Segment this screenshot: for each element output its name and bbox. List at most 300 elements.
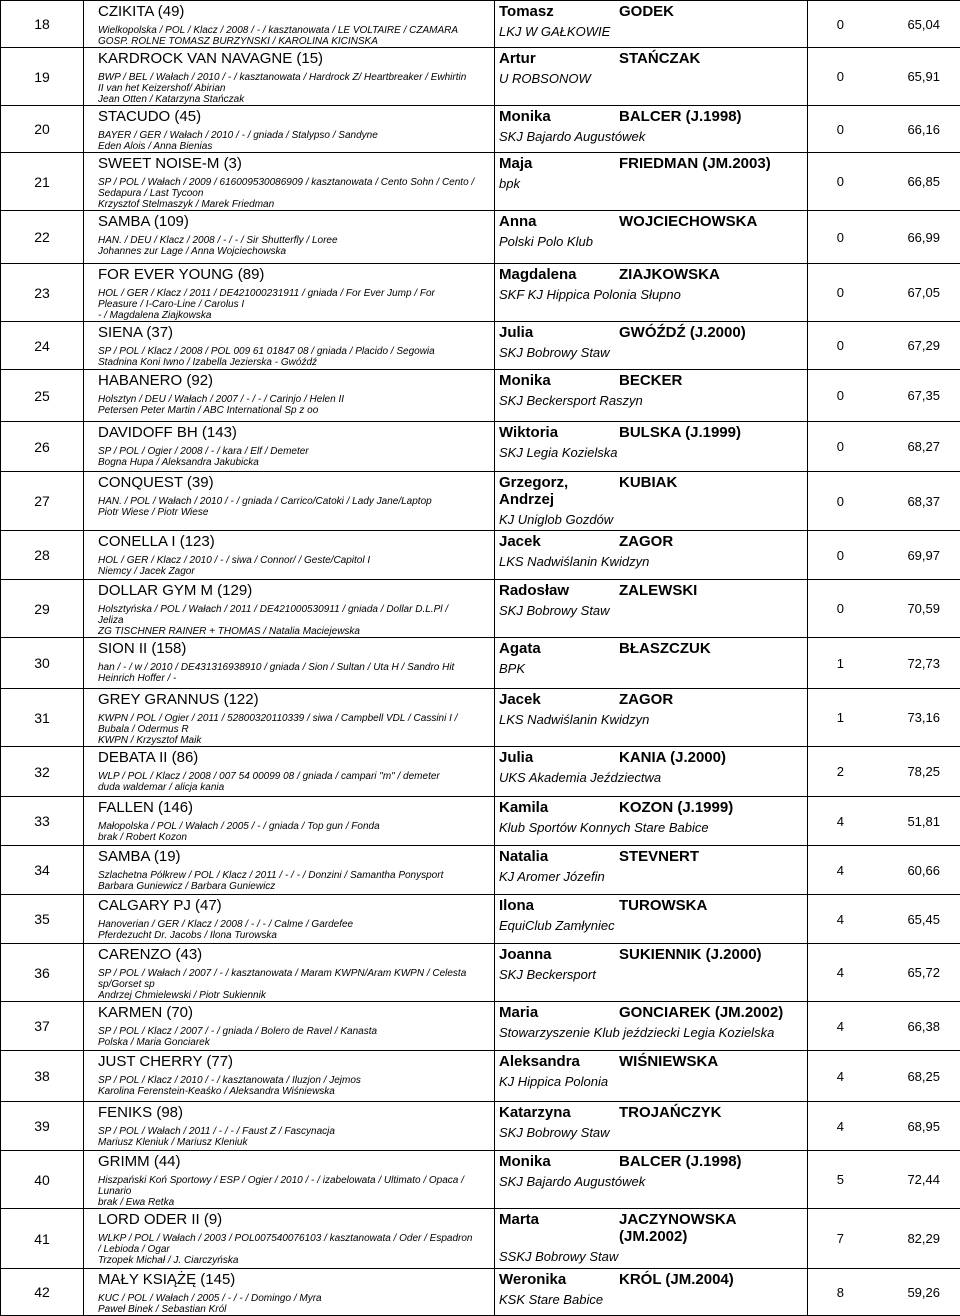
time-value: 68,95: [844, 1119, 940, 1134]
horse-info-line: Hanoverian / GER / Klacz / 2008 / - / - / Calme / Gardefee: [98, 919, 494, 930]
place-cell: [1, 747, 84, 797]
horse-info: [98, 604, 494, 637]
result-cell: [808, 153, 960, 211]
place-cell: [1, 211, 84, 264]
rider-first-name: Tomasz: [499, 3, 619, 20]
horse-info-line: Niemcy / Jacek Zagor: [98, 566, 494, 577]
horse-name: DOLLAR GYM M (129): [98, 582, 494, 600]
place-number: 27: [34, 493, 50, 509]
penalty-points: 4: [808, 912, 844, 927]
club-name: SKJ Bajardo Augustówek: [499, 129, 807, 145]
result-cell: [808, 1269, 960, 1316]
penalty-points: 0: [808, 494, 844, 509]
rider-last-name: ZAGOR: [619, 691, 807, 708]
horse-info-line: Bogna Hupa / Aleksandra Jakubicka: [98, 457, 494, 468]
horse-info: [98, 1026, 494, 1048]
result-row: [1, 895, 960, 944]
rider-first-name: Maria: [499, 1004, 619, 1021]
club-name: Polski Polo Klub: [499, 234, 807, 250]
result-row: [1, 322, 960, 370]
place-number: 35: [34, 911, 50, 927]
result-cell: [808, 211, 960, 264]
rider-cell: [495, 1269, 808, 1316]
place-cell: [1, 1209, 84, 1269]
rider-first-name: Artur: [499, 50, 619, 67]
rider-name: [499, 640, 807, 657]
rider-cell: [495, 638, 808, 689]
place-cell: [1, 531, 84, 580]
rider-name: [499, 1153, 807, 1170]
horse-info-line: Barbara Guniewicz / Barbara Guniewicz: [98, 881, 494, 892]
place-number: 33: [34, 813, 50, 829]
rider-last-name: KRÓL (JM.2004): [619, 1271, 807, 1288]
rider-cell: [495, 1151, 808, 1209]
result-cell: [808, 797, 960, 846]
place-cell: [1, 370, 84, 422]
rider-first-name: Magdalena: [499, 266, 619, 283]
horse-cell: [84, 797, 495, 846]
rider-last-name: BŁASZCZUK: [619, 640, 807, 657]
horse-info: [98, 1293, 494, 1315]
horse-info: [98, 25, 494, 47]
rider-name: [499, 1271, 807, 1288]
time-value: 66,38: [844, 1019, 940, 1034]
time-value: 65,45: [844, 912, 940, 927]
place-number: 19: [34, 69, 50, 85]
horse-info: [98, 496, 494, 518]
rider-last-name: WOJCIECHOWSKA: [619, 213, 807, 230]
club-name: KJ Uniglob Gozdów: [499, 512, 807, 528]
horse-name: JUST CHERRY (77): [98, 1053, 494, 1071]
club-name: bpk: [499, 176, 807, 192]
horse-cell: [84, 1269, 495, 1316]
rider-last-name: STAŃCZAK: [619, 50, 807, 67]
rider-first-name: Katarzyna: [499, 1104, 619, 1121]
rider-name: [499, 50, 807, 67]
rider-cell: [495, 1051, 808, 1102]
horse-info-line: BWP / BEL / Wałach / 2010 / - / kasztanowata / Hardrock Z/ Heartbreaker / Ewhirtin: [98, 72, 494, 83]
horse-cell: [84, 153, 495, 211]
horse-info: [98, 1075, 494, 1097]
time-value: 66,99: [844, 230, 940, 245]
horse-name: CALGARY PJ (47): [98, 897, 494, 915]
horse-info: [98, 288, 494, 321]
place-number: 22: [34, 229, 50, 245]
place-number: 25: [34, 388, 50, 404]
result-cell: [808, 1002, 960, 1051]
rider-name: [499, 108, 807, 125]
result-row: [1, 531, 960, 580]
place-number: 42: [34, 1284, 50, 1300]
rider-name: [499, 946, 807, 963]
horse-info-line: SP / POL / Klacz / 2007 / - / gniada / Bolero de Ravel / Kanasta: [98, 1026, 494, 1037]
horse-info-line: Pferdezucht Dr. Jacobs / Ilona Turowska: [98, 930, 494, 941]
horse-name: MAŁY KSIĄŻĘ (145): [98, 1271, 494, 1289]
horse-info-line: SP / POL / Ogier / 2008 / - / kara / Elf / Demeter: [98, 446, 494, 457]
rider-cell: [495, 370, 808, 422]
result-row: [1, 472, 960, 531]
rider-first-name: Weronika: [499, 1271, 619, 1288]
horse-info: [98, 870, 494, 892]
rider-cell: [495, 106, 808, 153]
result-cell: [808, 1151, 960, 1209]
horse-name: CONELLA I (123): [98, 533, 494, 551]
rider-last-name: GONCIAREK (JM.2002): [619, 1004, 807, 1021]
horse-name: SIENA (37): [98, 324, 494, 342]
place-cell: [1, 264, 84, 322]
rider-last-name: FRIEDMAN (JM.2003): [619, 155, 807, 172]
horse-name: CONQUEST (39): [98, 474, 494, 492]
penalty-points: 4: [808, 965, 844, 980]
horse-info: [98, 821, 494, 843]
horse-name: STACUDO (45): [98, 108, 494, 126]
time-value: 78,25: [844, 764, 940, 779]
result-row: [1, 1002, 960, 1051]
place-cell: [1, 846, 84, 895]
result-row: [1, 846, 960, 895]
horse-info-line: Jeliza: [98, 615, 494, 626]
result-cell: [808, 1102, 960, 1151]
place-number: 20: [34, 121, 50, 137]
rider-last-name: TUROWSKA: [619, 897, 807, 914]
time-value: 67,35: [844, 388, 940, 403]
rider-name: [499, 691, 807, 708]
horse-info-line: SP / POL / Wałach / 2011 / - / - / Faust Z / Fascynacja: [98, 1126, 494, 1137]
result-cell: [808, 846, 960, 895]
rider-name: [499, 1211, 807, 1245]
horse-info-line: Polska / Maria Gonciarek: [98, 1037, 494, 1048]
place-number: 40: [34, 1172, 50, 1188]
rider-cell: [495, 1, 808, 48]
rider-first-name: Julia: [499, 749, 619, 766]
horse-cell: [84, 472, 495, 531]
horse-info: [98, 130, 494, 152]
horse-name: SAMBA (19): [98, 848, 494, 866]
horse-info-line: Heinrich Hoffer / -: [98, 673, 494, 684]
result-cell: [808, 944, 960, 1002]
club-name: SKJ Bobrowy Staw: [499, 603, 807, 619]
result-row: [1, 106, 960, 153]
club-name: UKS Akademia Jeździectwa: [499, 770, 807, 786]
horse-name: FOR EVER YOUNG (89): [98, 266, 494, 284]
club-name: BPK: [499, 661, 807, 677]
rider-first-name: Wiktoria: [499, 424, 619, 441]
place-cell: [1, 153, 84, 211]
club-name: SKJ Bobrowy Staw: [499, 345, 807, 361]
horse-info: [98, 72, 494, 105]
time-value: 66,16: [844, 122, 940, 137]
horse-info-line: Szlachetna Półkrew / POL / Klacz / 2011 / - / - / Donzini / Samantha Ponysport: [98, 870, 494, 881]
result-cell: [808, 264, 960, 322]
place-number: 34: [34, 862, 50, 878]
horse-cell: [84, 1002, 495, 1051]
result-row: [1, 1102, 960, 1151]
result-cell: [808, 1209, 960, 1269]
horse-info: [98, 555, 494, 577]
penalty-points: 4: [808, 1019, 844, 1034]
place-cell: [1, 106, 84, 153]
horse-info-line: HOL / GER / Klacz / 2011 / DE421000231911 / gniada / For Ever Jump / For: [98, 288, 494, 299]
rider-last-name: BALCER (J.1998): [619, 1153, 807, 1170]
horse-info-line: Hiszpański Koń Sportowy / ESP / Ogier / 2010 / - / izabelowata / Ultimato / Opaca /: [98, 1175, 494, 1186]
rider-name: [499, 266, 807, 283]
rider-cell: [495, 1102, 808, 1151]
place-cell: [1, 689, 84, 747]
club-name: SKJ Beckersport: [499, 967, 807, 983]
horse-info-line: Krzysztof Stelmaszyk / Marek Friedman: [98, 199, 494, 210]
rider-first-name: Joanna: [499, 946, 619, 963]
horse-cell: [84, 48, 495, 106]
place-number: 41: [34, 1231, 50, 1247]
place-number: 32: [34, 764, 50, 780]
place-number: 31: [34, 710, 50, 726]
penalty-points: 1: [808, 656, 844, 671]
club-name: U ROBSONOW: [499, 71, 807, 87]
result-cell: [808, 370, 960, 422]
rider-name: [499, 155, 807, 172]
horse-name: SAMBA (109): [98, 213, 494, 231]
horse-info: [98, 235, 494, 257]
rider-name: [499, 533, 807, 550]
rider-name: [499, 3, 807, 20]
rider-last-name: SUKIENNIK (J.2000): [619, 946, 807, 963]
place-cell: [1, 48, 84, 106]
horse-info-line: BAYER / GER / Wałach / 2010 / - / gniada / Stalypso / Sandyne: [98, 130, 494, 141]
horse-info: [98, 771, 494, 793]
result-row: [1, 797, 960, 846]
rider-first-name: Monika: [499, 1153, 619, 1170]
time-value: 70,59: [844, 601, 940, 616]
horse-name: CARENZO (43): [98, 946, 494, 964]
horse-info-line: KWPN / POL / Ogier / 2011 / 52800320110339 / siwa / Campbell VDL / Cassini I /: [98, 713, 494, 724]
penalty-points: 0: [808, 388, 844, 403]
rider-first-name: Jacek: [499, 691, 619, 708]
horse-cell: [84, 895, 495, 944]
penalty-points: 7: [808, 1231, 844, 1246]
result-row: [1, 153, 960, 211]
result-row: [1, 370, 960, 422]
horse-cell: [84, 370, 495, 422]
horse-info-line: Piotr Wiese / Piotr Wiese: [98, 507, 494, 518]
rider-first-name: Grzegorz, Andrzej: [499, 474, 619, 508]
horse-info: [98, 446, 494, 468]
club-name: Klub Sportów Konnych Stare Babice: [499, 820, 807, 836]
result-row: [1, 638, 960, 689]
horse-name: SWEET NOISE-M (3): [98, 155, 494, 173]
penalty-points: 4: [808, 1119, 844, 1134]
place-number: 30: [34, 655, 50, 671]
horse-info-line: Sedapura / Last Tycoon: [98, 188, 494, 199]
rider-name: [499, 749, 807, 766]
place-cell: [1, 422, 84, 472]
result-cell: [808, 580, 960, 638]
penalty-points: 0: [808, 174, 844, 189]
rider-first-name: Ilona: [499, 897, 619, 914]
penalty-points: 0: [808, 548, 844, 563]
time-value: 59,26: [844, 1285, 940, 1300]
club-name: LKS Nadwiślanin Kwidzyn: [499, 712, 807, 728]
rider-cell: [495, 580, 808, 638]
horse-cell: [84, 106, 495, 153]
rider-name: [499, 372, 807, 389]
penalty-points: 4: [808, 814, 844, 829]
place-number: 18: [34, 16, 50, 32]
horse-info-line: Karolina Ferenstein-Keaśko / Aleksandra Wiśniewska: [98, 1086, 494, 1097]
time-value: 72,44: [844, 1172, 940, 1187]
result-cell: [808, 689, 960, 747]
rider-first-name: Agata: [499, 640, 619, 657]
horse-cell: [84, 422, 495, 472]
horse-info-line: Andrzej Chmielewski / Piotr Sukiennik: [98, 990, 494, 1001]
rider-last-name: ZIAJKOWSKA: [619, 266, 807, 283]
horse-name: GRIMM (44): [98, 1153, 494, 1171]
penalty-points: 0: [808, 285, 844, 300]
horse-name: DAVIDOFF BH (143): [98, 424, 494, 442]
horse-name: CZIKITA (49): [98, 3, 494, 21]
horse-info-line: Małopolska / POL / Wałach / 2005 / - / gniada / Top gun / Fonda: [98, 821, 494, 832]
rider-cell: [495, 472, 808, 531]
horse-info-line: ZG TISCHNER RAINER + THOMAS / Natalia Maciejewska: [98, 626, 494, 637]
horse-info-line: Holsztyn / DEU / Wałach / 2007 / - / - / Carinjo / Helen II: [98, 394, 494, 405]
rider-last-name: GODEK: [619, 3, 807, 20]
penalty-points: 0: [808, 601, 844, 616]
result-cell: [808, 472, 960, 531]
penalty-points: 8: [808, 1285, 844, 1300]
horse-info-line: WLKP / POL / Wałach / 2003 / POL007540076103 / kasztanowata / Oder / Espadron: [98, 1233, 494, 1244]
result-row: [1, 747, 960, 797]
rider-last-name: JACZYNOWSKA (JM.2002): [619, 1211, 807, 1245]
horse-cell: [84, 580, 495, 638]
penalty-points: 0: [808, 230, 844, 245]
rider-cell: [495, 944, 808, 1002]
place-cell: [1, 1269, 84, 1316]
rider-cell: [495, 153, 808, 211]
result-row: [1, 689, 960, 747]
rider-name: [499, 799, 807, 816]
horse-cell: [84, 846, 495, 895]
result-row: [1, 422, 960, 472]
time-value: 68,27: [844, 439, 940, 454]
horse-cell: [84, 747, 495, 797]
horse-cell: [84, 1151, 495, 1209]
results-body: [1, 1, 960, 1316]
rider-cell: [495, 846, 808, 895]
penalty-points: 4: [808, 863, 844, 878]
horse-name: DEBATA II (86): [98, 749, 494, 767]
rider-name: [499, 848, 807, 865]
rider-last-name: BECKER: [619, 372, 807, 389]
horse-info-line: duda waldemar / alicja kania: [98, 782, 494, 793]
horse-info-line: Eden Alois / Anna Bienias: [98, 141, 494, 152]
time-value: 65,04: [844, 17, 940, 32]
time-value: 60,66: [844, 863, 940, 878]
horse-info: [98, 919, 494, 941]
penalty-points: 4: [808, 1069, 844, 1084]
horse-info-line: HOL / GER / Klacz / 2010 / - / siwa / Connor/ / Geste/Capitol I: [98, 555, 494, 566]
horse-info-line: SP / POL / Wałach / 2009 / 616009530086909 / kasztanowata / Cento Sohn / Cento /: [98, 177, 494, 188]
horse-name: GREY GRANNUS (122): [98, 691, 494, 709]
horse-name: FENIKS (98): [98, 1104, 494, 1122]
horse-cell: [84, 211, 495, 264]
rider-cell: [495, 895, 808, 944]
horse-name: KARDROCK VAN NAVAGNE (15): [98, 50, 494, 68]
rider-cell: [495, 531, 808, 580]
club-name: KJ Aromer Józefin: [499, 869, 807, 885]
place-number: 21: [34, 174, 50, 190]
horse-info-line: KUC / POL / Wałach / 2005 / - / - / Domingo / Myra: [98, 1293, 494, 1304]
result-cell: [808, 48, 960, 106]
time-value: 82,29: [844, 1231, 940, 1246]
horse-info-line: Paweł Binek / Sebastian Król: [98, 1304, 494, 1315]
penalty-points: 0: [808, 17, 844, 32]
horse-info-line: Bubala / Odermus R: [98, 724, 494, 735]
horse-info-line: GOSP. ROLNE TOMASZ BURZYŃSKI / KAROLINA KICIŃSKA: [98, 36, 494, 47]
horse-cell: [84, 1209, 495, 1269]
rider-first-name: Marta: [499, 1211, 619, 1245]
horse-cell: [84, 1051, 495, 1102]
penalty-points: 0: [808, 122, 844, 137]
rider-first-name: Julia: [499, 324, 619, 341]
place-number: 23: [34, 285, 50, 301]
result-cell: [808, 895, 960, 944]
horse-info-line: Wielkopolska / POL / Klacz / 2008 / - / kasztanowata / LE VOLTAIRE / CZAMARA: [98, 25, 494, 36]
club-name: SKJ Bobrowy Staw: [499, 1125, 807, 1141]
horse-name: FALLEN (146): [98, 799, 494, 817]
time-value: 66,85: [844, 174, 940, 189]
rider-first-name: Radosław: [499, 582, 619, 599]
penalty-points: 0: [808, 338, 844, 353]
rider-name: [499, 1004, 807, 1021]
horse-info-line: SP / POL / Wałach / 2007 / - / kasztanowata / Maram KWPN/Aram KWPN / Celesta: [98, 968, 494, 979]
horse-info: [98, 1175, 494, 1208]
horse-info-line: SP / POL / Klacz / 2010 / - / kasztanowata / Iluzjon / Jejmos: [98, 1075, 494, 1086]
result-row: [1, 944, 960, 1002]
rider-last-name: ZALEWSKI: [619, 582, 807, 599]
rider-first-name: Maja: [499, 155, 619, 172]
rider-last-name: BALCER (J.1998): [619, 108, 807, 125]
rider-cell: [495, 211, 808, 264]
rider-last-name: WIŚNIEWSKA: [619, 1053, 807, 1070]
rider-cell: [495, 1209, 808, 1269]
club-name: Stowarzyszenie Klub jeździecki Legia Kozielska: [499, 1025, 807, 1041]
penalty-points: 1: [808, 710, 844, 725]
place-cell: [1, 472, 84, 531]
rider-cell: [495, 1002, 808, 1051]
horse-info-line: Petersen Peter Martin / ABC International Sp z oo: [98, 405, 494, 416]
time-value: 68,25: [844, 1069, 940, 1084]
time-value: 72,73: [844, 656, 940, 671]
rider-last-name: KOZON (J.1999): [619, 799, 807, 816]
result-row: [1, 264, 960, 322]
club-name: SSKJ Bobrowy Staw: [499, 1249, 807, 1265]
horse-info: [98, 346, 494, 368]
place-cell: [1, 580, 84, 638]
result-row: [1, 1151, 960, 1209]
horse-info-line: brak / Robert Kozon: [98, 832, 494, 843]
horse-info-line: HAN. / POL / Wałach / 2010 / - / gniada / Carrico/Catoki / Lady Jane/Laptop: [98, 496, 494, 507]
club-name: KSK Stare Babice: [499, 1292, 807, 1308]
rider-first-name: Monika: [499, 108, 619, 125]
place-number: 39: [34, 1118, 50, 1134]
club-name: LKS Nadwiślanin Kwidzyn: [499, 554, 807, 570]
rider-name: [499, 897, 807, 914]
horse-info-line: Trzopek Michał / J. Ciarczyńska: [98, 1255, 494, 1266]
penalty-points: 0: [808, 69, 844, 84]
place-cell: [1, 1051, 84, 1102]
horse-info-line: II van het Keizershof/ Abirian: [98, 83, 494, 94]
result-row: [1, 1269, 960, 1316]
time-value: 73,16: [844, 710, 940, 725]
